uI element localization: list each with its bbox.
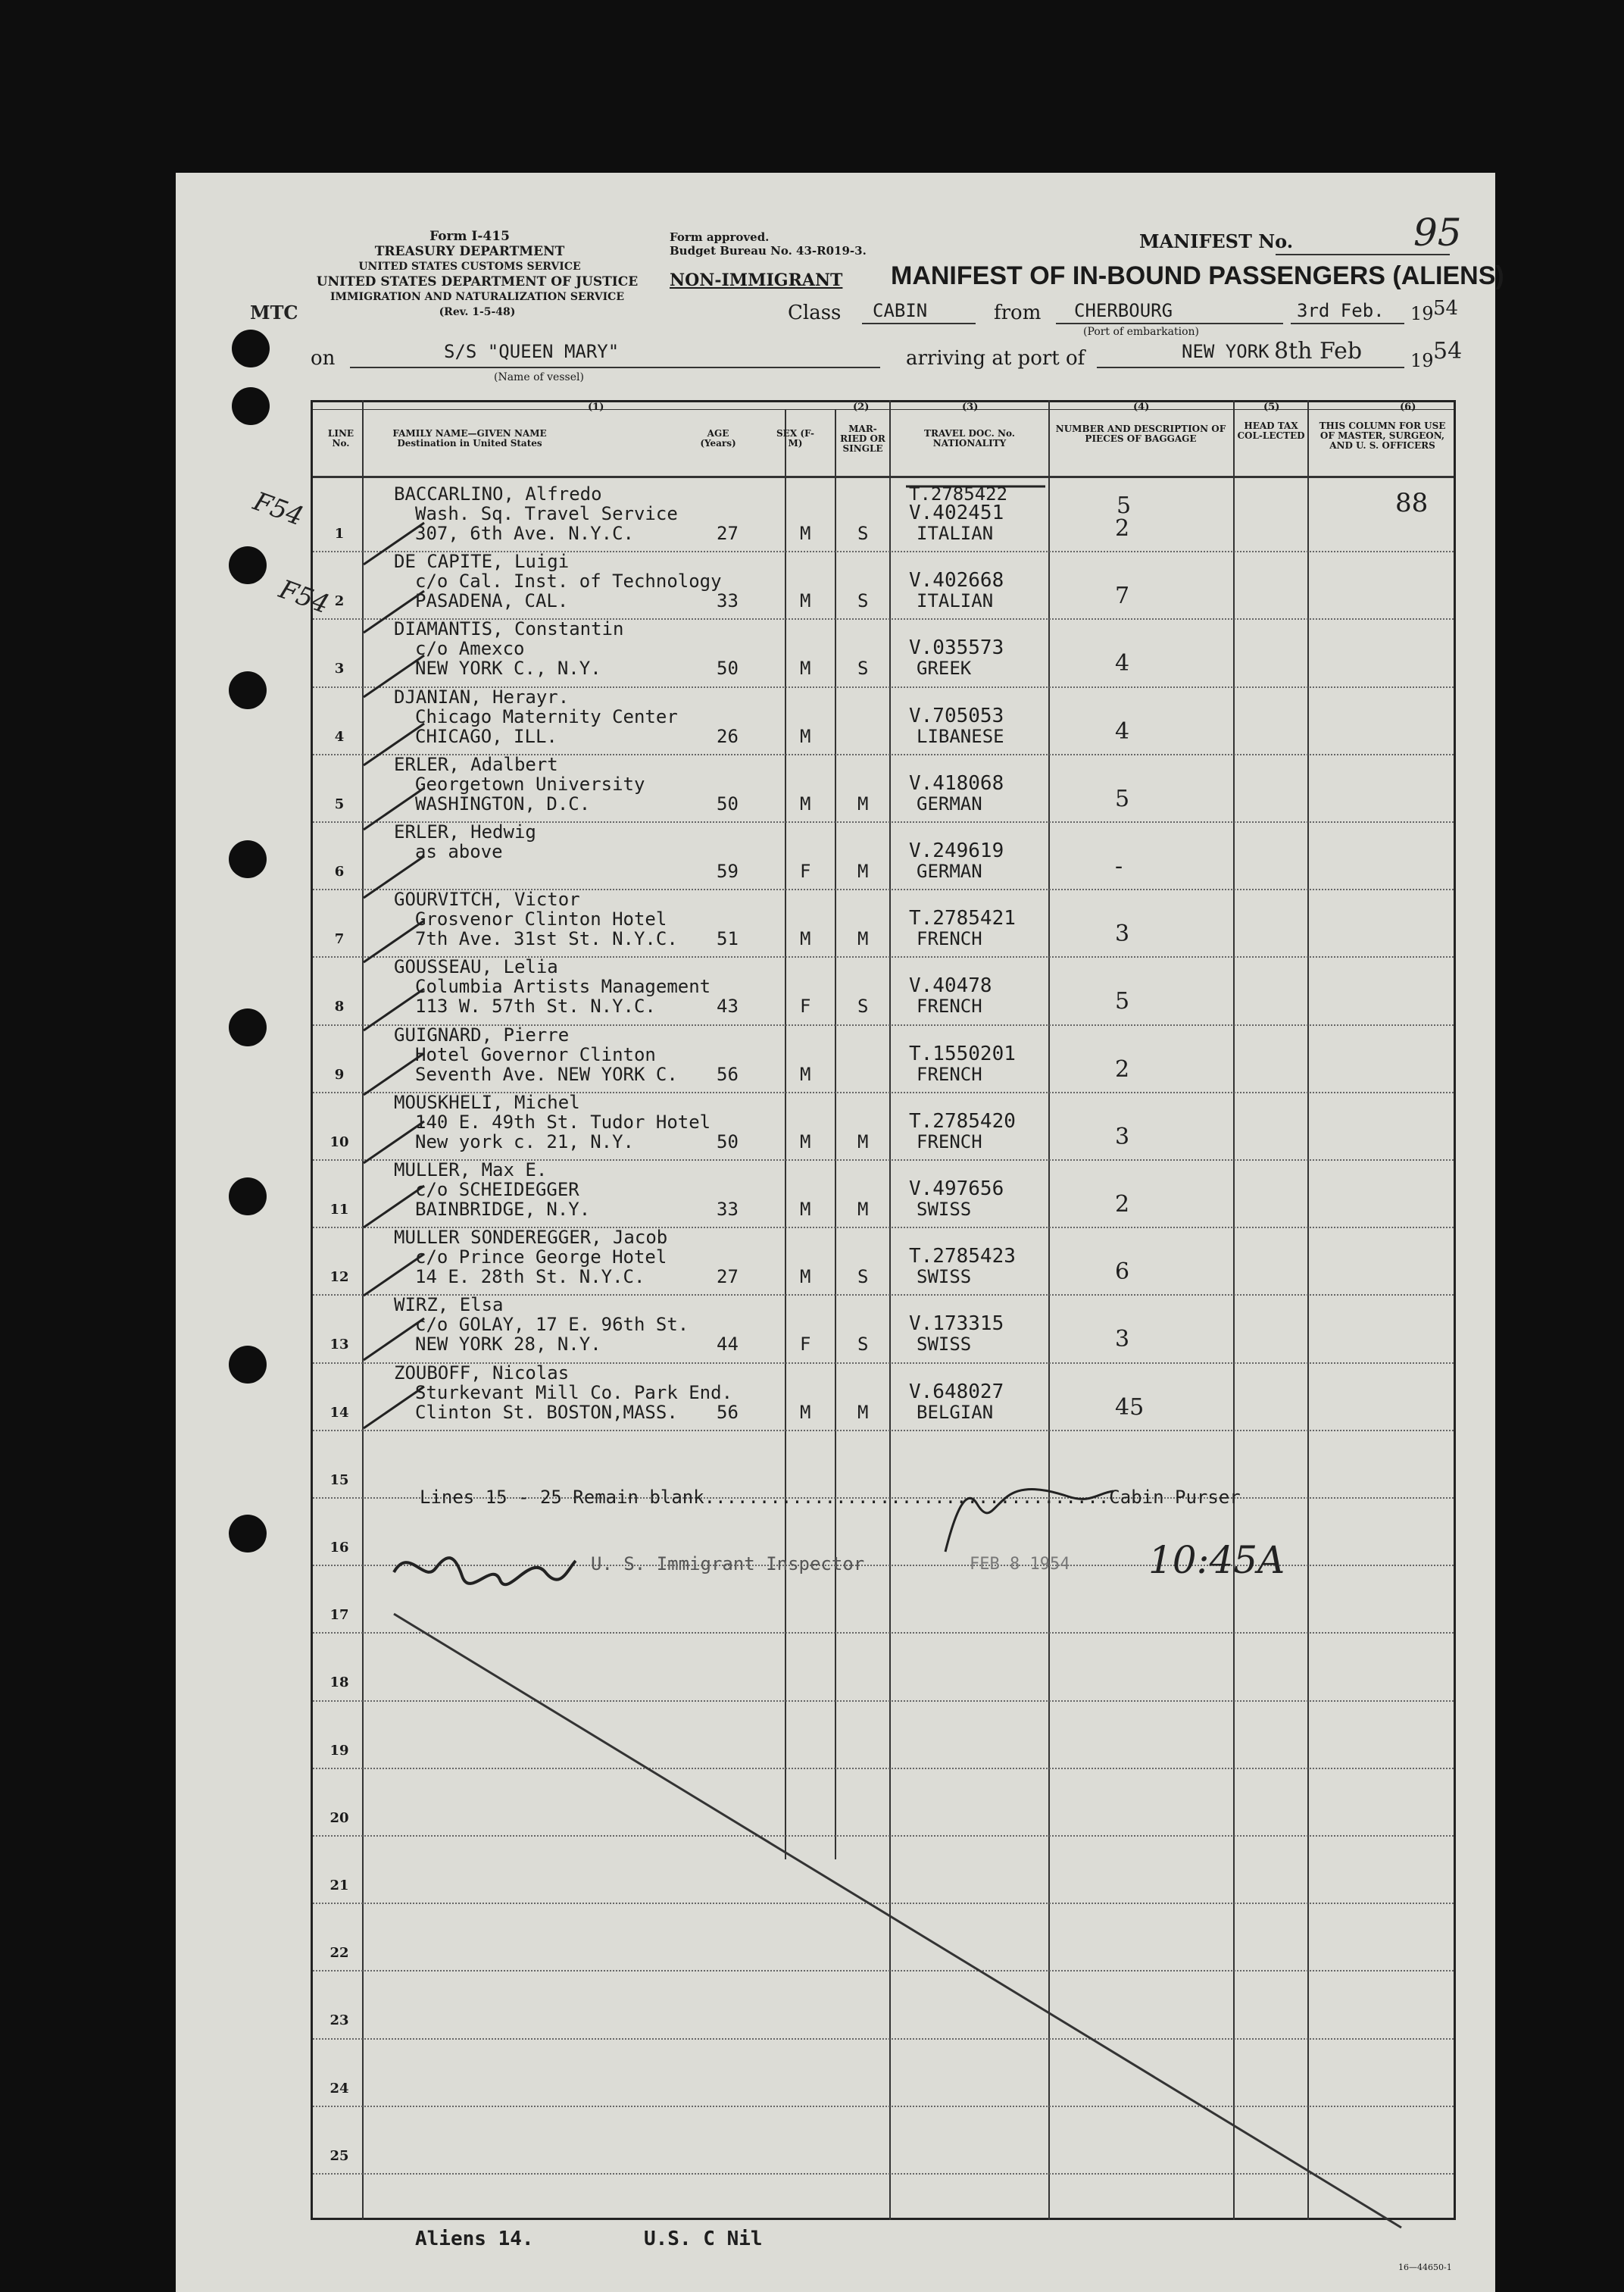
annotation-f54: F54	[249, 486, 308, 533]
passenger-age: 50	[717, 658, 739, 680]
passenger-married: M	[857, 1401, 869, 1423]
form-approved: Form approved.	[670, 230, 770, 244]
travel-doc-number: T.1550201	[909, 1042, 1016, 1065]
check-stroke	[364, 856, 424, 898]
line-number: 3	[334, 661, 345, 677]
passenger-name: ERLER, Adalbert	[394, 753, 558, 775]
passenger-address-2: BAINBRIDGE, N.Y.	[415, 1199, 591, 1220]
passenger-address-2: 113 W. 57th St. N.Y.C.	[415, 996, 656, 1018]
passenger-sex: M	[800, 1266, 811, 1288]
passenger-address-2: Seventh Ave. NEW YORK C.	[415, 1063, 678, 1085]
aliens-count: Aliens 14.	[415, 2228, 534, 2250]
line-number: 10	[329, 1133, 349, 1150]
manifest-no-label: MANIFEST No.	[1139, 230, 1294, 252]
column-number: (6)	[1400, 402, 1416, 413]
column-number: (3)	[962, 402, 979, 413]
blank-line-number: 18	[329, 1674, 349, 1691]
passenger-age: 59	[717, 861, 739, 882]
travel-doc-number: V.418068	[909, 771, 1004, 795]
arrival-year: 54	[1433, 338, 1463, 364]
nationality: GERMAN	[917, 793, 982, 815]
passenger-address-2: New york c. 21, N.Y.	[415, 1130, 634, 1152]
baggage-count: 6	[1115, 1259, 1130, 1286]
passenger-address-1: c/o Amexco	[415, 638, 525, 660]
passenger-married: M	[857, 1199, 869, 1220]
blank-line-number: 24	[329, 2080, 349, 2097]
passenger-sex: F	[800, 861, 811, 882]
travel-doc-number: T.2785421	[909, 907, 1016, 930]
check-stroke	[364, 1318, 424, 1360]
blank-line-number: 22	[329, 1945, 349, 1962]
column-number: (2)	[853, 402, 870, 413]
passenger-name: WIRZ, Elsa	[394, 1294, 504, 1316]
vessel-caption: (Name of vessel)	[494, 371, 584, 383]
passenger-sex: M	[800, 658, 811, 680]
check-stroke	[364, 1053, 424, 1095]
baggage-count: 2	[1115, 1055, 1130, 1083]
passenger-sex: M	[800, 590, 811, 612]
baggage-count: 4	[1115, 650, 1130, 677]
check-stroke	[364, 788, 424, 830]
from-value: CHERBOURG	[1074, 300, 1173, 321]
passenger-sex: M	[800, 793, 811, 815]
blank-line-number: 25	[329, 2147, 349, 2164]
travel-doc-number: V.40478	[909, 974, 992, 998]
passenger-name: MOUSKHELI, Michel	[394, 1091, 580, 1113]
passenger-name: DE CAPITE, Luigi	[394, 551, 570, 573]
passenger-sex: M	[800, 1063, 811, 1085]
passenger-address-1: Grosvenor Clinton Hotel	[415, 908, 667, 930]
passenger-address-1: c/o Cal. Inst. of Technology	[415, 571, 722, 593]
travel-doc-number: T.2785420	[909, 1109, 1016, 1133]
passenger-address-2: WASHINGTON, D.C.	[415, 793, 591, 815]
passenger-age: 56	[717, 1401, 739, 1423]
column-number: (4)	[1133, 402, 1150, 413]
passenger-address-2: NEW YORK 28, N.Y.	[415, 1334, 601, 1356]
passenger-age: 26	[717, 725, 739, 747]
passenger-age: 43	[717, 996, 739, 1018]
baggage-count: 45	[1115, 1393, 1145, 1421]
line-number: 6	[334, 864, 345, 880]
line-number: 2	[334, 593, 345, 610]
non-immigrant-label: NON-IMMIGRANT	[670, 270, 843, 290]
passenger-address-1: Chicago Maternity Center	[415, 705, 678, 727]
check-stroke	[364, 523, 424, 564]
baggage-count-correction: 5	[1116, 492, 1132, 519]
blank-line-number: 15	[329, 1471, 349, 1488]
passenger-sex: M	[800, 928, 811, 950]
line-number: 8	[334, 999, 345, 1015]
passenger-address-1: Georgetown University	[415, 773, 645, 795]
blank-line-number: 23	[329, 2012, 349, 2029]
column-header-travel-doc: TRAVEL DOC. No. NATIONALITY	[924, 428, 1015, 449]
customs-service: UNITED STATES CUSTOMS SERVICE	[358, 261, 581, 273]
passenger-age: 27	[717, 1266, 739, 1288]
travel-doc-number: V.402451	[909, 502, 1004, 524]
print-code: 16—44650-1	[1398, 2262, 1452, 2272]
check-stroke	[364, 989, 424, 1030]
passenger-age: 44	[717, 1334, 739, 1356]
column-number: (5)	[1263, 402, 1280, 413]
passenger-married: M	[857, 793, 869, 815]
passenger-age: 50	[717, 1130, 739, 1152]
baggage-count: 7	[1115, 583, 1130, 610]
travel-doc-number: V.402668	[909, 569, 1004, 593]
check-stroke	[364, 655, 424, 697]
depart-date: 3rd Feb.	[1297, 300, 1385, 321]
blank-line-number: 19	[329, 1742, 349, 1759]
cancel-diagonal-line	[394, 1614, 1401, 2228]
line-number: 4	[334, 728, 345, 745]
nationality: SWISS	[917, 1199, 972, 1220]
baggage-count: 5	[1115, 785, 1130, 812]
column-header-head-tax: HEAD TAX COL-LECTED	[1237, 421, 1305, 441]
inspection-stamp-date: FEB 8 1954	[970, 1555, 1070, 1574]
baggage-count: 3	[1115, 1326, 1130, 1353]
passenger-age: 56	[717, 1063, 739, 1085]
column-header-baggage: NUMBER AND DESCRIPTION OF PIECES OF BAGGAGE	[1055, 424, 1226, 444]
baggage-count: 3	[1115, 1123, 1130, 1150]
passenger-married: M	[857, 928, 869, 950]
blank-line-number: 21	[329, 1878, 349, 1893]
arrival-year-prefix: 19	[1410, 350, 1434, 371]
remain-blank-note: Lines 15 - 25 Remain blank.....................................Cabin Purser	[420, 1487, 1241, 1508]
passenger-married: M	[857, 861, 869, 882]
baggage-count: 2	[1115, 1191, 1130, 1218]
passenger-address-1: c/o GOLAY, 17 E. 96th St.	[415, 1314, 689, 1336]
line-number: 13	[329, 1337, 349, 1353]
travel-doc-number: V.035573	[909, 636, 1004, 660]
passenger-sex: M	[800, 1199, 811, 1220]
manifest-title: MANIFEST OF IN-BOUND PASSENGERS (ALIENS)	[891, 261, 1504, 290]
annotation-f54: F54	[275, 574, 333, 621]
line-number: 1	[334, 526, 345, 542]
inspector-signature	[394, 1558, 576, 1584]
baggage-count: 5	[1115, 988, 1130, 1015]
travel-doc-number: V.249619	[909, 840, 1004, 862]
passenger-address-1: Wash. Sq. Travel Service	[415, 503, 678, 524]
form-revision: (Rev. 1-5-48)	[439, 306, 516, 318]
nationality: BELGIAN	[917, 1401, 994, 1423]
treasury-department: TREASURY DEPARTMENT	[374, 244, 565, 259]
passenger-name: GOUSSEAU, Lelia	[394, 956, 558, 978]
passenger-address-1: Sturkevant Mill Co. Park End.	[415, 1381, 733, 1403]
from-label: from	[994, 302, 1042, 324]
passenger-name: BACCARLINO, Alfredo	[394, 483, 602, 505]
passenger-name: MULLER SONDEREGGER, Jacob	[394, 1227, 668, 1249]
nationality: GREEK	[917, 658, 972, 680]
travel-doc-number: V.705053	[909, 704, 1004, 727]
depart-year: 54	[1433, 297, 1459, 320]
column-header-married: MAR-RIED OR SINGLE	[840, 424, 885, 454]
line-number: 9	[334, 1066, 345, 1083]
manifest-no-value: 95	[1413, 211, 1462, 255]
travel-doc-number: V.648027	[909, 1380, 1004, 1403]
nationality: GERMAN	[917, 861, 982, 882]
purser-signature	[945, 1490, 1113, 1552]
passenger-address-1: 140 E. 49th St. Tudor Hotel	[415, 1111, 711, 1133]
blank-line-number: 17	[329, 1607, 349, 1624]
check-stroke	[364, 921, 424, 962]
nationality: FRENCH	[917, 1063, 982, 1085]
nationality: FRENCH	[917, 996, 982, 1018]
passenger-married: M	[857, 1130, 869, 1152]
mtc-mark: MTC	[250, 302, 298, 324]
passenger-age: 27	[717, 523, 739, 544]
blank-line-number: 20	[329, 1809, 349, 1826]
check-stroke	[364, 1121, 424, 1163]
passenger-name: GOURVITCH, Victor	[394, 889, 580, 911]
passenger-married: S	[857, 996, 869, 1018]
passenger-sex: M	[800, 523, 811, 544]
depart-year-prefix: 19	[1410, 303, 1434, 324]
immigration-service: IMMIGRATION AND NATURALIZATION SERVICE	[330, 291, 624, 303]
baggage-count: -	[1115, 853, 1123, 880]
passenger-married: S	[857, 658, 869, 680]
blank-line-number: 16	[329, 1540, 349, 1556]
passenger-age: 50	[717, 793, 739, 815]
passenger-married: S	[857, 1334, 869, 1356]
nationality: FRENCH	[917, 1130, 982, 1152]
column-header-line-no: LINE No.	[327, 428, 354, 449]
check-stroke	[364, 1254, 424, 1296]
department-of-justice: UNITED STATES DEPARTMENT OF JUSTICE	[316, 274, 639, 289]
arrival-port: NEW YORK	[1182, 341, 1270, 362]
passenger-address-2: 307, 6th Ave. N.Y.C.	[415, 523, 634, 544]
passenger-address-2: 7th Ave. 31st St. N.Y.C.	[415, 928, 678, 950]
passenger-address-2: PASADENA, CAL.	[415, 590, 569, 612]
passenger-address-2: NEW YORK C., N.Y.	[415, 658, 601, 680]
passenger-address-2: CHICAGO, ILL.	[415, 725, 557, 747]
travel-doc-number: V.173315	[909, 1312, 1004, 1336]
baggage-count: 4	[1115, 718, 1130, 745]
travel-doc-struck: T.2785422	[909, 483, 1008, 505]
column-header-age: AGE (Years)	[700, 428, 736, 449]
class-value: CABIN	[873, 300, 928, 321]
arrival-date: 8th Feb	[1274, 338, 1363, 364]
passenger-address-1: Columbia Artists Management	[415, 976, 711, 998]
column-number: (1)	[588, 402, 604, 413]
nationality: ITALIAN	[917, 590, 994, 612]
passenger-married: S	[857, 523, 869, 544]
officers-note: 88	[1395, 488, 1429, 518]
passenger-age: 51	[717, 928, 739, 950]
passenger-sex: F	[800, 996, 811, 1018]
passenger-name: ZOUBOFF, Nicolas	[394, 1362, 570, 1384]
passenger-sex: F	[800, 1334, 811, 1356]
form-number: Form I-415	[429, 229, 510, 244]
column-header-name: FAMILY NAME—GIVEN NAME Destination in United States	[392, 428, 547, 449]
passenger-address-1: c/o Prince George Hotel	[415, 1246, 667, 1268]
passenger-sex: M	[800, 1401, 811, 1423]
nationality: SWISS	[917, 1266, 972, 1288]
line-number: 12	[329, 1269, 349, 1286]
check-stroke	[364, 724, 424, 765]
travel-doc-number: V.497656	[909, 1177, 1004, 1200]
passenger-married: S	[857, 1266, 869, 1288]
immigrant-inspector-label: U. S. Immigrant Inspector	[591, 1553, 865, 1574]
check-stroke	[364, 1186, 424, 1227]
usc-count: U.S. C Nil	[644, 2228, 763, 2250]
passenger-married: S	[857, 590, 869, 612]
line-number: 7	[334, 931, 345, 948]
arriving-label: arriving at port of	[906, 347, 1085, 370]
passenger-name: ERLER, Hedwig	[394, 821, 536, 843]
class-label: Class	[788, 302, 842, 324]
nationality: ITALIAN	[917, 523, 994, 544]
check-stroke	[364, 1387, 424, 1428]
nationality: SWISS	[917, 1334, 972, 1356]
budget-bureau: Budget Bureau No. 43-R019-3.	[670, 244, 867, 258]
passenger-sex: M	[800, 725, 811, 747]
line-number: 11	[329, 1202, 349, 1218]
column-header-officers: THIS COLUMN FOR USE OF MASTER, SURGEON, AND U. S. OFFICERS	[1319, 421, 1446, 451]
passenger-name: GUIGNARD, Pierre	[394, 1024, 570, 1046]
inspection-time: 10:45A	[1148, 1538, 1285, 1582]
baggage-count: 2	[1115, 515, 1130, 542]
passenger-name: DIAMANTIS, Constantin	[394, 618, 624, 640]
passenger-name: MULLER, Max E.	[394, 1159, 548, 1180]
nationality: FRENCH	[917, 928, 982, 950]
port-embarkation-caption: (Port of embarkation)	[1083, 326, 1199, 338]
passenger-sex: M	[800, 1130, 811, 1152]
on-label: on	[311, 347, 336, 370]
passenger-address-1: c/o SCHEIDEGGER	[415, 1179, 579, 1200]
passenger-address-2: 14 E. 28th St. N.Y.C.	[415, 1266, 645, 1288]
baggage-count: 3	[1115, 921, 1130, 948]
passenger-address-1: Hotel Governor Clinton	[415, 1043, 656, 1065]
passenger-name: DJANIAN, Herayr.	[394, 686, 570, 708]
passenger-address-2: Clinton St. BOSTON,MASS.	[415, 1401, 678, 1423]
passenger-age: 33	[717, 590, 739, 612]
passenger-address-1: as above	[415, 841, 503, 862]
check-stroke	[364, 591, 424, 633]
nationality: LIBANESE	[917, 725, 1004, 747]
line-number: 5	[334, 796, 345, 812]
passenger-age: 33	[717, 1199, 739, 1220]
travel-doc-number: T.2785423	[909, 1245, 1016, 1268]
column-header-sex: SEX (F-M)	[776, 428, 814, 449]
line-number: 14	[329, 1404, 349, 1421]
vessel-name: S/S "QUEEN MARY"	[444, 341, 620, 362]
